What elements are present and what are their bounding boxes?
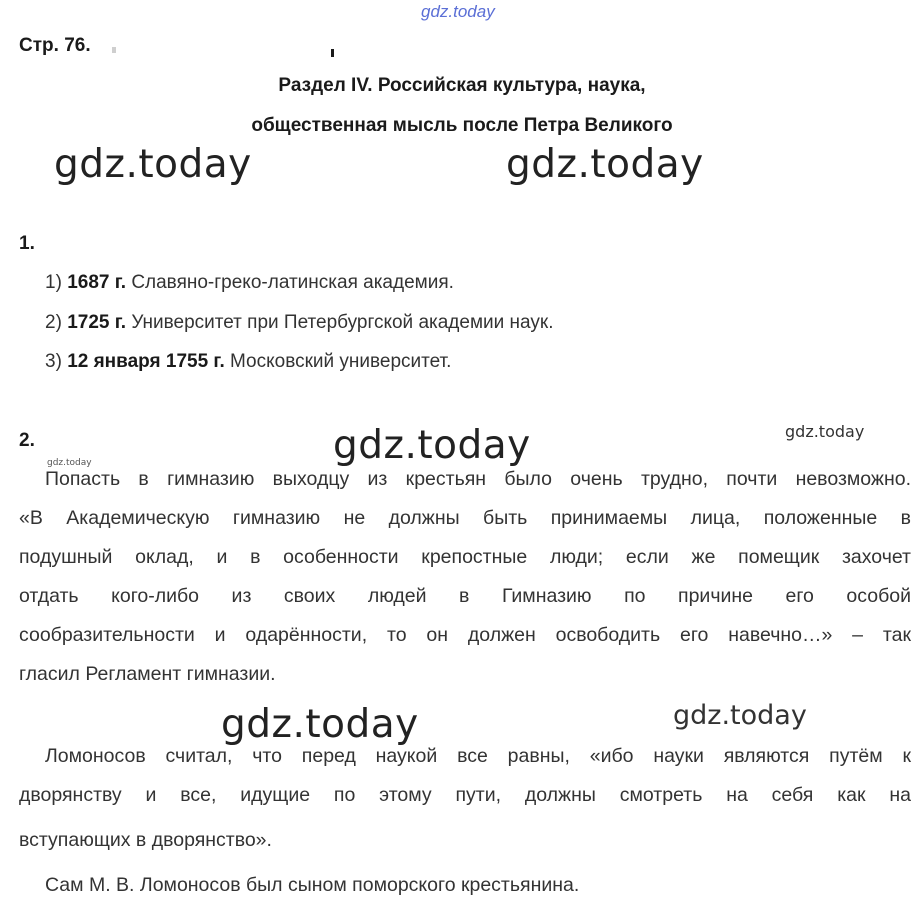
q2-paragraph-2 — [19, 737, 911, 860]
watermark-large-lower: gdz.today — [221, 702, 419, 747]
paragraph-line: Попасть в гимназию выходцу из крестьян было очень трудно, почти невозможно. — [45, 468, 911, 490]
section-heading-line2: общественная мысль после Петра Великого — [251, 115, 673, 136]
question-1-number: 1. — [19, 233, 35, 254]
item-date: 1725 г. — [67, 312, 127, 333]
item-text: Славяно-греко-латинская академия. — [131, 272, 454, 293]
item-prefix: 2) — [45, 312, 62, 333]
item-date: 12 января 1755 г. — [67, 351, 225, 372]
question-2-number: 2. — [19, 430, 35, 451]
item-date: 1687 г. — [67, 272, 127, 293]
item-prefix: 1) — [45, 272, 62, 293]
item-text: Московский университет. — [230, 351, 452, 372]
paragraph-line: Ломоносов считал, что перед наукой все равны, «ибо науки являются путём к — [45, 745, 911, 767]
paragraph-line: Сам М. В. Ломоносов был сыном поморского крестьянина. — [45, 874, 580, 896]
section-heading-line1: Раздел IV. Российская культура, наука, — [278, 75, 646, 96]
paragraph-line: подушный оклад, и в особенности крепостные люди; если же помещик захочет — [19, 546, 911, 568]
paragraph-line: гласил Регламент гимназии. — [19, 663, 276, 685]
paragraph-line: вступающих в дворянство». — [19, 829, 272, 851]
q2-paragraph-3 — [19, 866, 911, 905]
q1-list-item — [45, 272, 454, 294]
watermark-large-left: gdz.today — [54, 142, 252, 187]
paragraph-line: дворянству и все, идущие по этому пути, должны смотреть на себя как на — [19, 784, 911, 806]
paragraph-line: сообразительности и одарённости, то он должен освободить его навечно…» – так — [19, 624, 911, 646]
watermark-large-center: gdz.today — [333, 423, 531, 468]
watermark-small-right: gdz.today — [785, 422, 865, 441]
q2-paragraph-1 — [19, 460, 911, 694]
page-label: Стр. 76. — [19, 35, 91, 56]
item-text: Университет при Петербургской академии наук. — [131, 312, 554, 333]
watermark-medium-lower: gdz.today — [673, 700, 807, 731]
paragraph-line: «В Академическую гимназию не должны быть принимаемы лица, положенные в — [19, 507, 911, 529]
q1-list-item — [45, 312, 553, 334]
item-prefix: 3) — [45, 351, 62, 372]
q1-list-item — [45, 351, 451, 373]
scan-mark — [331, 49, 334, 57]
paragraph-line: отдать кого-либо из своих людей в Гимназию по причине его особой — [19, 585, 911, 607]
watermark-large-right: gdz.today — [506, 142, 704, 187]
watermark-tiny: gdz.today — [47, 458, 92, 468]
watermark-top: gdz.today — [421, 2, 495, 21]
scan-smudge — [112, 47, 116, 53]
